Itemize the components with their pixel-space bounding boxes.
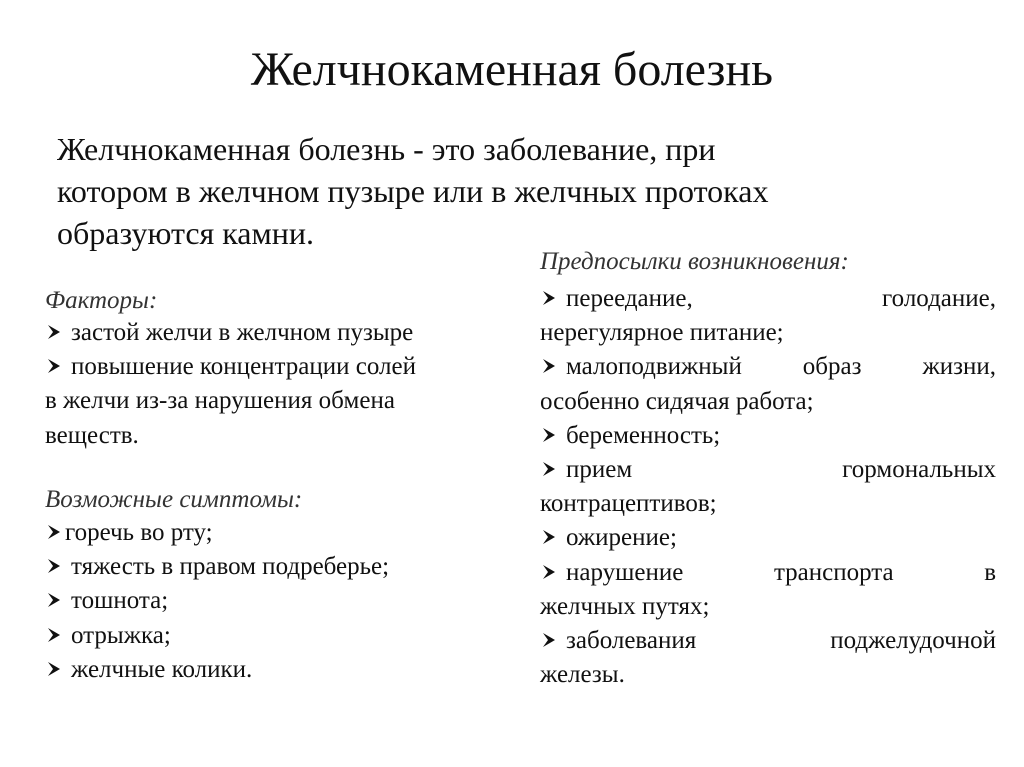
arrowhead-bullet-icon xyxy=(540,460,558,478)
arrowhead-bullet-icon xyxy=(45,557,63,575)
arrowhead-bullet-icon xyxy=(540,289,558,307)
list-item xyxy=(45,550,525,584)
arrowhead-bullet-icon xyxy=(45,523,63,541)
arrowhead-bullet-icon xyxy=(45,357,63,375)
list-item xyxy=(45,619,525,653)
list-item-word: голодание, xyxy=(882,285,996,312)
list-item-word: заболевания xyxy=(566,627,697,655)
definition-line: образуются камни. xyxy=(57,215,314,251)
prerequisites-heading: Предпосылки возникновения: xyxy=(540,248,849,275)
list-item-continuation: желчных путях; xyxy=(540,592,710,620)
list-item-word: нарушение xyxy=(566,558,684,586)
list-item-text: застой желчи в желчном пузыре xyxy=(71,319,414,346)
symptoms-list xyxy=(45,516,525,687)
list-item-text: тошнота; xyxy=(71,587,169,615)
factors-list xyxy=(45,316,525,453)
list-item-word: гормональных xyxy=(842,456,996,484)
list-item xyxy=(540,624,996,658)
list-item xyxy=(45,316,525,350)
arrowhead-bullet-icon xyxy=(540,426,558,444)
definition-line: Желчнокаменная болезнь - это заболевание, при xyxy=(57,131,716,167)
definition-paragraph xyxy=(57,128,957,254)
arrowhead-bullet-icon xyxy=(540,528,558,546)
list-item-text: тяжесть в правом подреберье; xyxy=(71,553,390,581)
list-item xyxy=(45,516,525,550)
list-item-continuation: особенно сидячая работа; xyxy=(540,387,814,415)
factors-heading: Факторы: xyxy=(45,287,158,314)
definition-line: котором в желчном пузыре или в желчных протоках xyxy=(57,173,769,209)
list-item-text: беременность; xyxy=(566,421,721,449)
arrowhead-bullet-icon xyxy=(540,357,558,375)
prerequisites-list xyxy=(540,282,996,692)
list-item-text: желчные колики. xyxy=(71,655,253,683)
list-item xyxy=(540,521,996,555)
list-item-text: повышение концентрации солей xyxy=(71,353,416,381)
list-item xyxy=(540,556,996,590)
arrowhead-bullet-icon xyxy=(540,563,558,581)
list-item-word: в xyxy=(984,558,997,586)
list-item-continuation: веществ. xyxy=(45,421,139,449)
symptoms-heading: Возможные симптомы: xyxy=(45,486,303,513)
list-item-continuation: контрацептивов; xyxy=(540,490,717,518)
list-item-text: горечь во рту; xyxy=(65,519,213,546)
list-item xyxy=(540,453,996,487)
arrowhead-bullet-icon xyxy=(45,660,63,678)
list-item xyxy=(540,282,996,316)
list-item-continuation: железы. xyxy=(540,661,625,689)
arrowhead-bullet-icon xyxy=(45,626,63,644)
list-item-word: прием xyxy=(566,456,633,484)
list-item-word: переедание, xyxy=(566,285,693,312)
slide-title: Желчнокаменная болезнь xyxy=(250,43,774,96)
list-item xyxy=(45,584,525,618)
arrowhead-bullet-icon xyxy=(45,591,63,609)
list-item xyxy=(45,350,525,384)
list-item xyxy=(540,350,996,384)
list-item-text: малоподвижный образ жизни, xyxy=(566,353,996,381)
list-item-text: отрыжка; xyxy=(71,621,171,649)
list-item-word: поджелудочной xyxy=(830,627,996,655)
arrowhead-bullet-icon xyxy=(540,631,558,649)
list-item-word: транспорта xyxy=(773,558,894,586)
arrowhead-bullet-icon xyxy=(45,323,63,341)
list-item-text: ожирение; xyxy=(566,524,677,552)
list-item-continuation: нерегулярное питание; xyxy=(540,319,784,347)
list-item xyxy=(540,419,996,453)
list-item-continuation: в желчи из-за нарушения обмена xyxy=(45,387,395,415)
list-item xyxy=(45,653,525,687)
